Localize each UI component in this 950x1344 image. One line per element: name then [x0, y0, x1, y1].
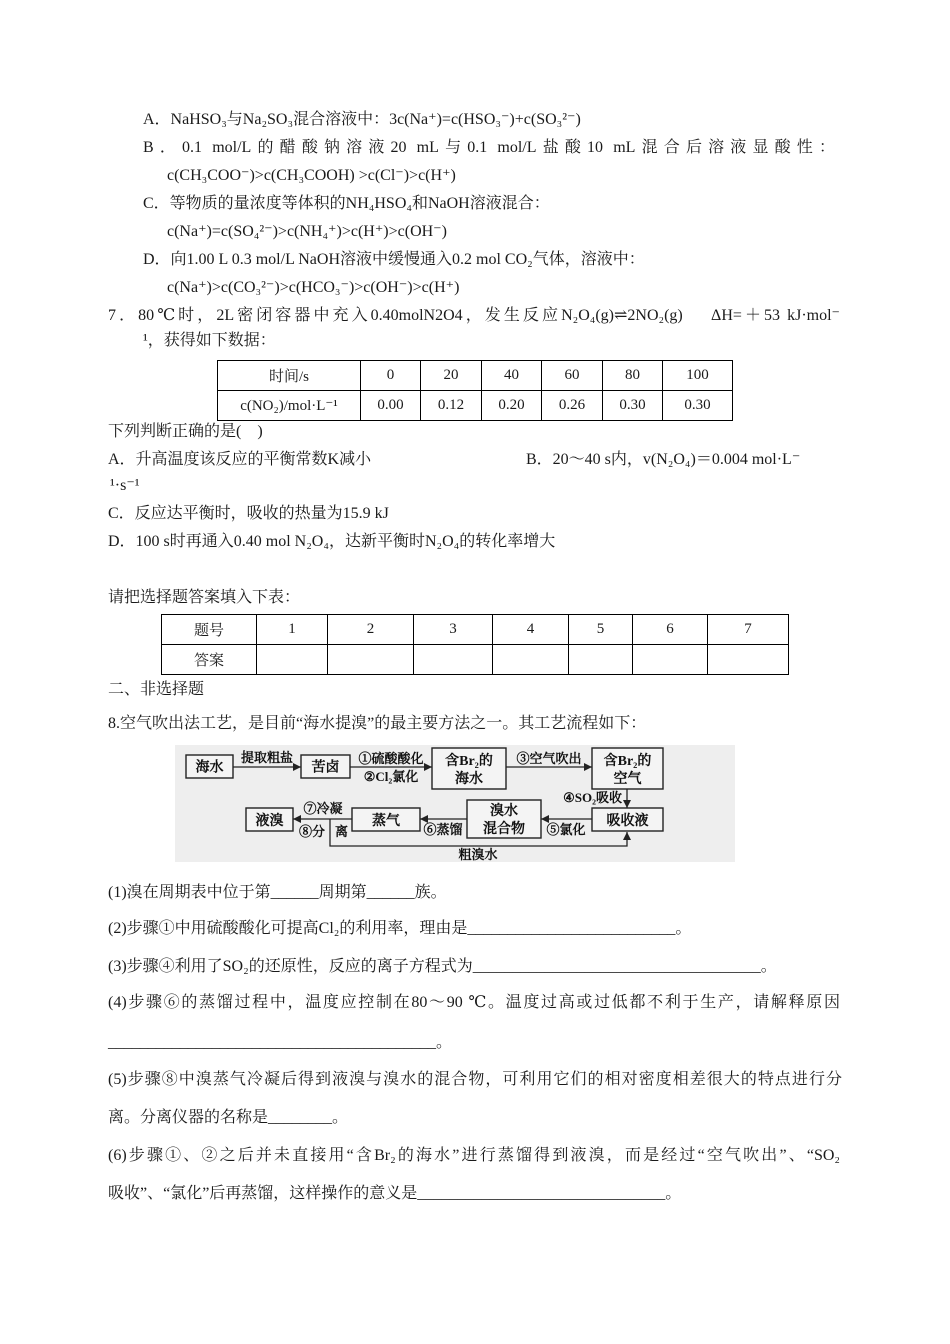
label-crude-bromine-water: 粗溴水: [458, 847, 498, 862]
table-cell: 100: [663, 361, 733, 391]
answer-sheet-instruction: 请把选择题答案填入下表：: [108, 589, 301, 606]
table-row-concentration: [218, 391, 733, 421]
label-step8-part1: ⑧分: [299, 824, 326, 839]
number-cell: 2: [328, 615, 414, 645]
q6-option-b-line1: B．0.1 mol/L的醋酸钠溶液20 mL与0.1 mol/L盐酸10 mL混合后溶液显酸性：: [143, 139, 835, 156]
q7-option-a: A．升高温度该反应的平衡常数K减小: [108, 451, 372, 468]
answer-label-cell: 答案: [162, 645, 257, 675]
number-cell: 1: [257, 615, 328, 645]
q8-sub5-line2: 离。分离仪器的名称是________。: [108, 1109, 349, 1126]
q8-intro: 8.空气吹出法工艺，是目前“海水提溴”的最主要方法之一。其工艺流程如下：: [108, 715, 647, 732]
q7-prompt: 下列判断正确的是( ): [108, 423, 263, 440]
box-vapor-label: 蒸气: [372, 814, 400, 829]
q7-option-b-line2: ¹·s⁻¹: [110, 477, 140, 494]
q8-sub3: (3)步骤④利用了SO₂的还原性，反应的离子方程式为____________________________________。: [108, 958, 777, 975]
table-cell: 0: [361, 361, 421, 391]
q8-sub5-line1: (5)步骤⑧中溴蒸气冷凝后得到液溴与溴水的混合物，可利用它们的相对密度相差很大的特点进行分: [108, 1071, 842, 1088]
box-bromine-seawater-line2: 海水: [455, 772, 483, 787]
q6-option-d-line1: D．向1.00 L 0.3 mol/L NaOH溶液中缓慢通入0.2 mol CO₂气体，溶液中：: [143, 251, 645, 268]
section-title: 二、非选择题: [108, 681, 205, 698]
q7-option-c: C．反应达平衡时，吸收的热量为15.9 kJ: [108, 505, 389, 522]
answer-sheet-table: [161, 614, 789, 675]
answer-cell[interactable]: [569, 645, 633, 675]
box-bittern-label: 苦卤: [311, 760, 340, 776]
number-label-cell: 题号: [162, 615, 257, 645]
q7-option-b-line1: B．20～40 s内，v(N₂O₄)＝0.004 mol·L⁻: [526, 451, 801, 468]
answer-cell[interactable]: [633, 645, 708, 675]
q8-sub1: (1)溴在周期表中位于第______周期第______族。: [108, 884, 447, 901]
box-absorption-liquid-label: 吸收液: [606, 814, 649, 829]
table-row-time: [218, 361, 733, 391]
answer-cell[interactable]: [257, 645, 328, 675]
number-cell: 4: [493, 615, 569, 645]
q8-sub2: (2)步骤①中用硫酸酸化可提高Cl₂的利用率，理由是__________________________。: [108, 920, 692, 937]
table-cell: 0.12: [421, 391, 482, 421]
table-cell: 时间/s: [218, 361, 361, 391]
table-cell: 0.30: [603, 391, 663, 421]
q6-option-b-line2: c(CH₃COO⁻)>c(CH₃COOH) >c(Cl⁻)>c(H⁺): [167, 167, 456, 184]
box-seawater-label: 海水: [195, 760, 224, 776]
label-step3: ③空气吹出: [516, 751, 582, 766]
q6-option-c-line2: c(Na⁺)=c(SO₄²⁻)>c(NH₄⁺)>c(H⁺)>c(OH⁻): [167, 223, 447, 240]
table-cell: 60: [542, 361, 603, 391]
label-step7: ⑦冷凝: [303, 801, 343, 816]
answer-cell[interactable]: [708, 645, 789, 675]
q7-option-d: D．100 s时再通入0.40 mol N₂O₄，达新平衡时N₂O₄的转化率增大: [108, 533, 556, 550]
answer-cell[interactable]: [414, 645, 493, 675]
q8-sub6-line1: (6)步骤①、②之后并未直接用“含Br₂的海水”进行蒸馏得到液溴，而是经过“空气吹出”、“SO₂: [108, 1147, 840, 1164]
bromine-extraction-flowchart: [175, 745, 735, 862]
q7-data-table: [217, 360, 733, 421]
box-bromine-seawater-line1: 含Br₂的: [445, 754, 493, 769]
label-step4: ④SO₂吸收: [563, 790, 622, 805]
box-bromine-water-mixture-line2: 混合物: [483, 822, 525, 837]
q8-sub4-line1: (4)步骤⑥的蒸馏过程中，温度应控制在80～90 ℃。温度过高或过低都不利于生产，请解释原因: [108, 994, 840, 1011]
table-cell: 0.26: [542, 391, 603, 421]
q8-sub4-line2: _________________________________________。: [108, 1034, 453, 1051]
label-step5: ⑤氯化: [546, 822, 586, 837]
box-bromine-air-line2: 空气: [613, 772, 642, 787]
number-cell: 7: [708, 615, 789, 645]
number-cell: 3: [414, 615, 493, 645]
q7-stem-line2: ¹，获得如下数据：: [143, 332, 276, 349]
label-step2: ②Cl₂氯化: [363, 769, 419, 784]
answer-table-number-row: [162, 615, 789, 645]
box-liquid-bromine-label: 液溴: [255, 814, 284, 829]
table-cell: 0.00: [361, 391, 421, 421]
table-cell: 80: [603, 361, 663, 391]
box-bromine-water-mixture-line1: 溴水: [490, 804, 518, 819]
table-cell: 0.30: [663, 391, 733, 421]
answer-cell[interactable]: [328, 645, 414, 675]
label-step6: ⑥蒸馏: [423, 822, 463, 837]
q7-stem-line1: 7．80℃时，2L密闭容器中充入0.40molN2O4，发生反应N₂O₄(g)⇌2NO₂(g) ΔH=＋53 kJ·mol⁻: [108, 307, 840, 324]
number-cell: 6: [633, 615, 708, 645]
answer-cell[interactable]: [493, 645, 569, 675]
q8-sub6-line2: 吸收”、“氯化”后再蒸馏，这样操作的意义是_______________________________。: [108, 1185, 682, 1202]
q6-option-d-line2: c(Na⁺)>c(CO₃²⁻)>c(HCO₃⁻)>c(OH⁻)>c(H⁺): [167, 279, 460, 296]
label-step1: ①硫酸酸化: [358, 751, 424, 766]
table-cell: c(NO₂)/mol·L⁻¹: [218, 391, 361, 421]
q6-option-a: A．NaHSO₃与Na₂SO₃混合溶液中：3c(Na⁺)=c(HSO₃⁻)+c(SO₃²⁻): [143, 111, 581, 128]
table-cell: 20: [421, 361, 482, 391]
q6-option-c-line1: C．等物质的量浓度等体积的NH₄HSO₄和NaOH溶液混合：: [143, 195, 550, 212]
box-bromine-air-line1: 含Br₂的: [603, 754, 652, 769]
answer-table-answer-row: [162, 645, 789, 675]
label-step8-part2: 离: [335, 824, 349, 839]
table-cell: 40: [482, 361, 542, 391]
number-cell: 5: [569, 615, 633, 645]
table-cell: 0.20: [482, 391, 542, 421]
label-extract-salt: 提取粗盐: [240, 750, 294, 765]
